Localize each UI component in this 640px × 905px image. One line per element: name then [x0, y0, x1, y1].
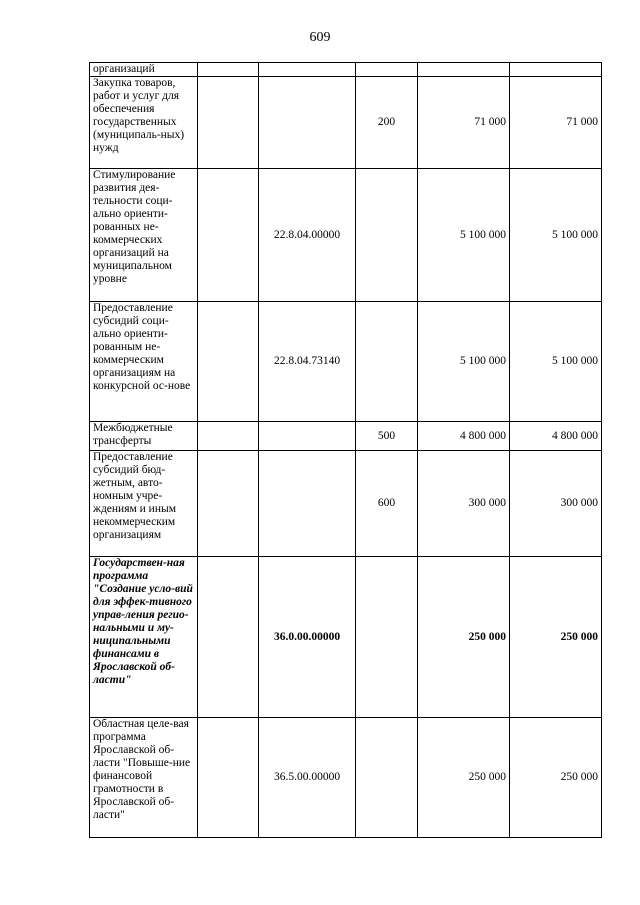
row-name-cell: организаций — [90, 63, 198, 77]
row-amount-2-cell: 5 100 000 — [510, 302, 602, 422]
row-expense-type-cell: 500 — [356, 422, 418, 451]
row-code-cell: 22.8.04.00000 — [259, 169, 356, 302]
row-name-cell: Предоставление субсидий соци-ально ориенти-рованным не-коммерческим организациям на конкурсной ос-нове — [90, 302, 198, 422]
row-empty-cell — [198, 451, 259, 557]
row-empty-cell — [198, 77, 259, 169]
row-code-cell — [259, 451, 356, 557]
row-expense-type-cell: 600 — [356, 451, 418, 557]
row-code-cell: 22.8.04.73140 — [259, 302, 356, 422]
row-empty-cell — [198, 557, 259, 718]
row-amount-2-cell: 4 800 000 — [510, 422, 602, 451]
row-code-cell — [259, 63, 356, 77]
row-empty-cell — [198, 422, 259, 451]
table-row — [90, 77, 602, 169]
row-amount-1-cell: 250 000 — [418, 557, 510, 718]
row-amount-2-cell: 250 000 — [510, 557, 602, 718]
row-code-cell — [259, 422, 356, 451]
row-empty-cell — [198, 302, 259, 422]
row-code-cell: 36.5.00.00000 — [259, 718, 356, 838]
table-row — [90, 451, 602, 557]
row-name-cell: Межбюджетные трансферты — [90, 422, 198, 451]
table-row — [90, 169, 602, 302]
row-amount-1-cell: 4 800 000 — [418, 422, 510, 451]
row-expense-type-cell — [356, 557, 418, 718]
row-amount-2-cell: 250 000 — [510, 718, 602, 838]
table-row — [90, 557, 602, 718]
row-empty-cell — [198, 63, 259, 77]
row-amount-2-cell: 300 000 — [510, 451, 602, 557]
table-row — [90, 422, 602, 451]
row-expense-type-cell — [356, 302, 418, 422]
row-code-cell: 36.0.00.00000 — [259, 557, 356, 718]
row-empty-cell — [198, 718, 259, 838]
row-expense-type-cell: 200 — [356, 77, 418, 169]
row-amount-1-cell: 71 000 — [418, 77, 510, 169]
row-name-cell: Предоставление субсидий бюд-жетным, авто-номным учре-ждениям и иным некоммерческим организациям — [90, 451, 198, 557]
table-row — [90, 63, 602, 77]
row-name-cell: Областная целе-вая программа Ярославской об-ласти "Повыше-ние финансовой грамотности в Ярославской об-ласти" — [90, 718, 198, 838]
budget-table — [89, 62, 602, 838]
row-amount-2-cell: 71 000 — [510, 77, 602, 169]
row-amount-1-cell: 5 100 000 — [418, 302, 510, 422]
row-amount-1-cell — [418, 63, 510, 77]
row-amount-1-cell: 300 000 — [418, 451, 510, 557]
page-number: 609 — [309, 30, 331, 45]
row-empty-cell — [198, 169, 259, 302]
table-row — [90, 302, 602, 422]
row-amount-1-cell: 5 100 000 — [418, 169, 510, 302]
row-amount-2-cell: 5 100 000 — [510, 169, 602, 302]
table-row — [90, 718, 602, 838]
row-name-cell: Государствен-ная программа "Создание усло-вий для эффек-тивного управ-ления регио-нальными и му-ниципальными финансами в Ярославской об-ласти" — [90, 557, 198, 718]
row-expense-type-cell — [356, 169, 418, 302]
row-expense-type-cell — [356, 718, 418, 838]
budget-table-body — [90, 63, 602, 838]
row-amount-1-cell: 250 000 — [418, 718, 510, 838]
row-code-cell — [259, 77, 356, 169]
row-name-cell: Стимулирование развития дея-тельности соци-ально ориенти-рованных не-коммерческих организаций на муниципальном уровне — [90, 169, 198, 302]
row-amount-2-cell — [510, 63, 602, 77]
row-name-cell: Закупка товаров, работ и услуг для обеспечения государственных (муниципаль-ных) нужд — [90, 77, 198, 169]
row-expense-type-cell — [356, 63, 418, 77]
